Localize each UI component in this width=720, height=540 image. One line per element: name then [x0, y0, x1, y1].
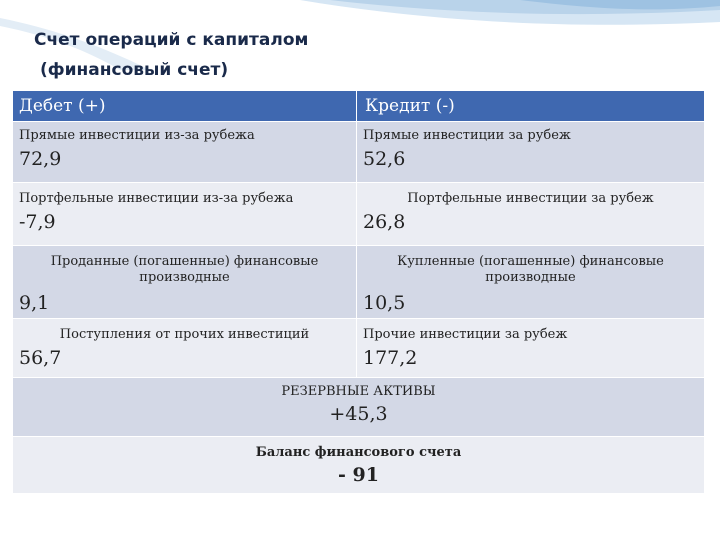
- balance-cell: [13, 437, 705, 494]
- table-row: [13, 319, 705, 378]
- credit-item-label: Купленные (погашенные) финансовые производные: [397, 254, 664, 285]
- credit-cell: [357, 183, 705, 246]
- debit-item-label: Прямые инвестиции из-за рубежа: [19, 128, 255, 143]
- reserve-assets-cell: [13, 378, 705, 437]
- credit-cell: [357, 246, 705, 319]
- credit-item-value: 52,6: [363, 148, 406, 170]
- credit-item-value: 177,2: [363, 347, 418, 369]
- debit-item-value: 72,9: [19, 148, 62, 170]
- credit-item-label: Прочие инвестиции за рубеж: [363, 327, 568, 342]
- reserve-assets-label: РЕЗЕРВНЫЕ АКТИВЫ: [281, 384, 436, 399]
- table-header-row: [13, 91, 705, 122]
- credit-cell: [357, 122, 705, 183]
- reserve-assets-value: +45,3: [329, 403, 388, 425]
- table-row: [13, 183, 705, 246]
- page-subtitle: (финансовый счет): [40, 60, 229, 80]
- debit-item-label: Поступления от прочих инвестиций: [59, 327, 310, 342]
- table-row: [13, 437, 705, 494]
- balance-label: Баланс финансового счета: [255, 445, 462, 460]
- debit-item-value: 56,7: [19, 347, 62, 369]
- credit-item-value: 10,5: [363, 292, 406, 314]
- credit-item-value: 26,8: [363, 211, 406, 233]
- table-row: [13, 378, 705, 437]
- capital-account-table: [12, 90, 705, 494]
- debit-cell: [13, 183, 357, 246]
- credit-item-label: Прямые инвестиции за рубеж: [363, 128, 571, 143]
- page-title: Счет операций с капиталом: [34, 30, 309, 50]
- debit-cell: [13, 122, 357, 183]
- balance-value: - 91: [338, 464, 379, 486]
- debit-item-value: -7,9: [19, 211, 56, 233]
- debit-cell: [13, 246, 357, 319]
- debit-item-label: Проданные (погашенные) финансовые производные: [50, 254, 319, 285]
- credit-item-label: Портфельные инвестиции за рубеж: [407, 191, 654, 206]
- table-row: [13, 246, 705, 319]
- credit-column-header: Кредит (-): [357, 91, 705, 122]
- table-row: [13, 122, 705, 183]
- debit-column-header: Дебет (+): [13, 91, 357, 122]
- debit-cell: [13, 319, 357, 378]
- credit-cell: [357, 319, 705, 378]
- debit-item-value: 9,1: [19, 292, 50, 314]
- debit-item-label: Портфельные инвестиции из-за рубежа: [19, 191, 294, 206]
